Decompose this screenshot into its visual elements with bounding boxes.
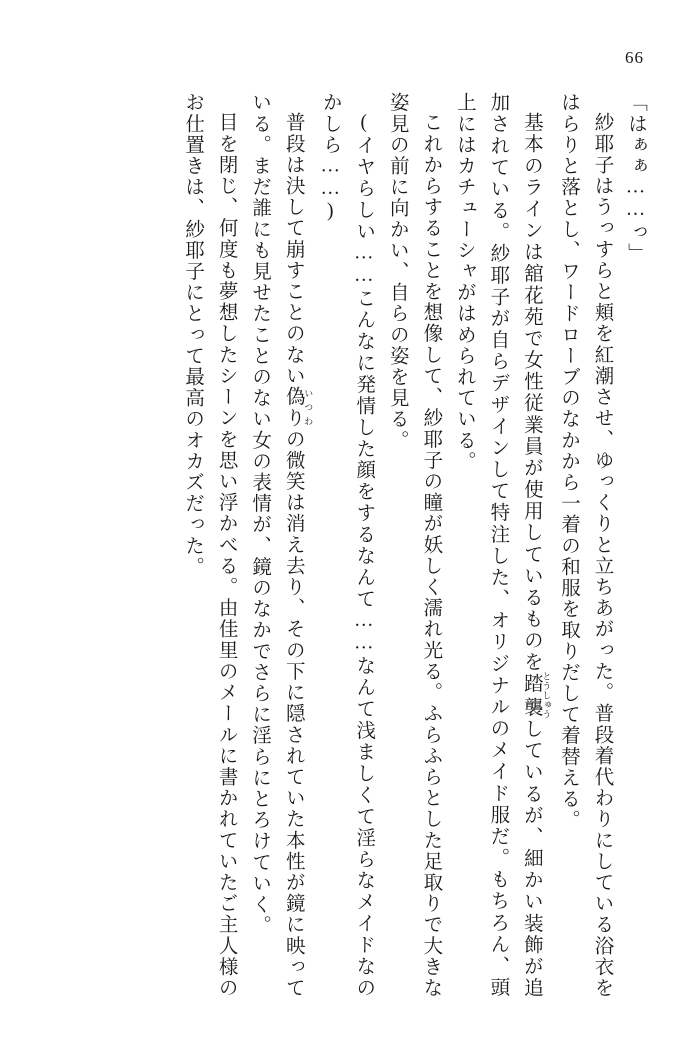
paragraph-text-part-b: しているが、細かい装飾が追加されている。紗耶子が自らデザインして特注した、オリジナルのメイド服だ。もちろん、頭上にはカチューシャがはめられている。 bbox=[453, 92, 542, 998]
page-number: 66 bbox=[625, 48, 644, 67]
paragraph-text-part-a: 普段は決して崩すことのない bbox=[282, 111, 304, 386]
ruby-reading: いつわ bbox=[303, 385, 314, 429]
paragraph: 「はぁぁ……っ」 bbox=[625, 92, 646, 264]
paragraph: これからすることを想像して、紗耶子の瞳が妖しく濡れ光る。ふらふらとした足取りで大きな姿見の前に向かい、自らの姿を見る。 bbox=[386, 92, 442, 998]
paragraph: (イヤらしい……こんなに発情した顔をするなんて……なんて浅ましくて淫らなメイドなのかしら……) bbox=[319, 92, 375, 998]
ruby-base: 偽り bbox=[282, 385, 304, 429]
ruby-base: 踏襲 bbox=[520, 671, 542, 719]
ruby-annotation bbox=[520, 671, 552, 719]
ruby-reading: とうしゅう bbox=[541, 671, 552, 719]
vertical-text-body bbox=[52, 92, 652, 998]
paragraph-text-part-a: 基本のラインは舘花苑で女性従業員が使用しているものを bbox=[520, 111, 542, 673]
paragraph bbox=[243, 92, 314, 998]
paragraph bbox=[447, 92, 551, 998]
paragraph: 紗耶子はうっすらと頬を紅潮させ、ゆっくりと立ちあがった。普段着代わりにしている浴衣をはらりと落とし、ワードローブのなかから一着の和服を取りだして着替える。 bbox=[557, 92, 613, 998]
paragraph-text-part-b: の微笑は消え去り、その下に隠されていた本性が鏡に映っている。まだ誰にも見せたことのない女の表情が、鏡のなかでさらに淫らにとろけていく。 bbox=[249, 92, 304, 998]
paragraph: 目を閉じ、何度も夢想したシーンを思い浮かべる。由佳里のメールに書かれていたご主人様のお仕置きは、紗耶子にとって最高のオカズだった。 bbox=[182, 92, 237, 998]
ruby-annotation bbox=[282, 385, 314, 429]
